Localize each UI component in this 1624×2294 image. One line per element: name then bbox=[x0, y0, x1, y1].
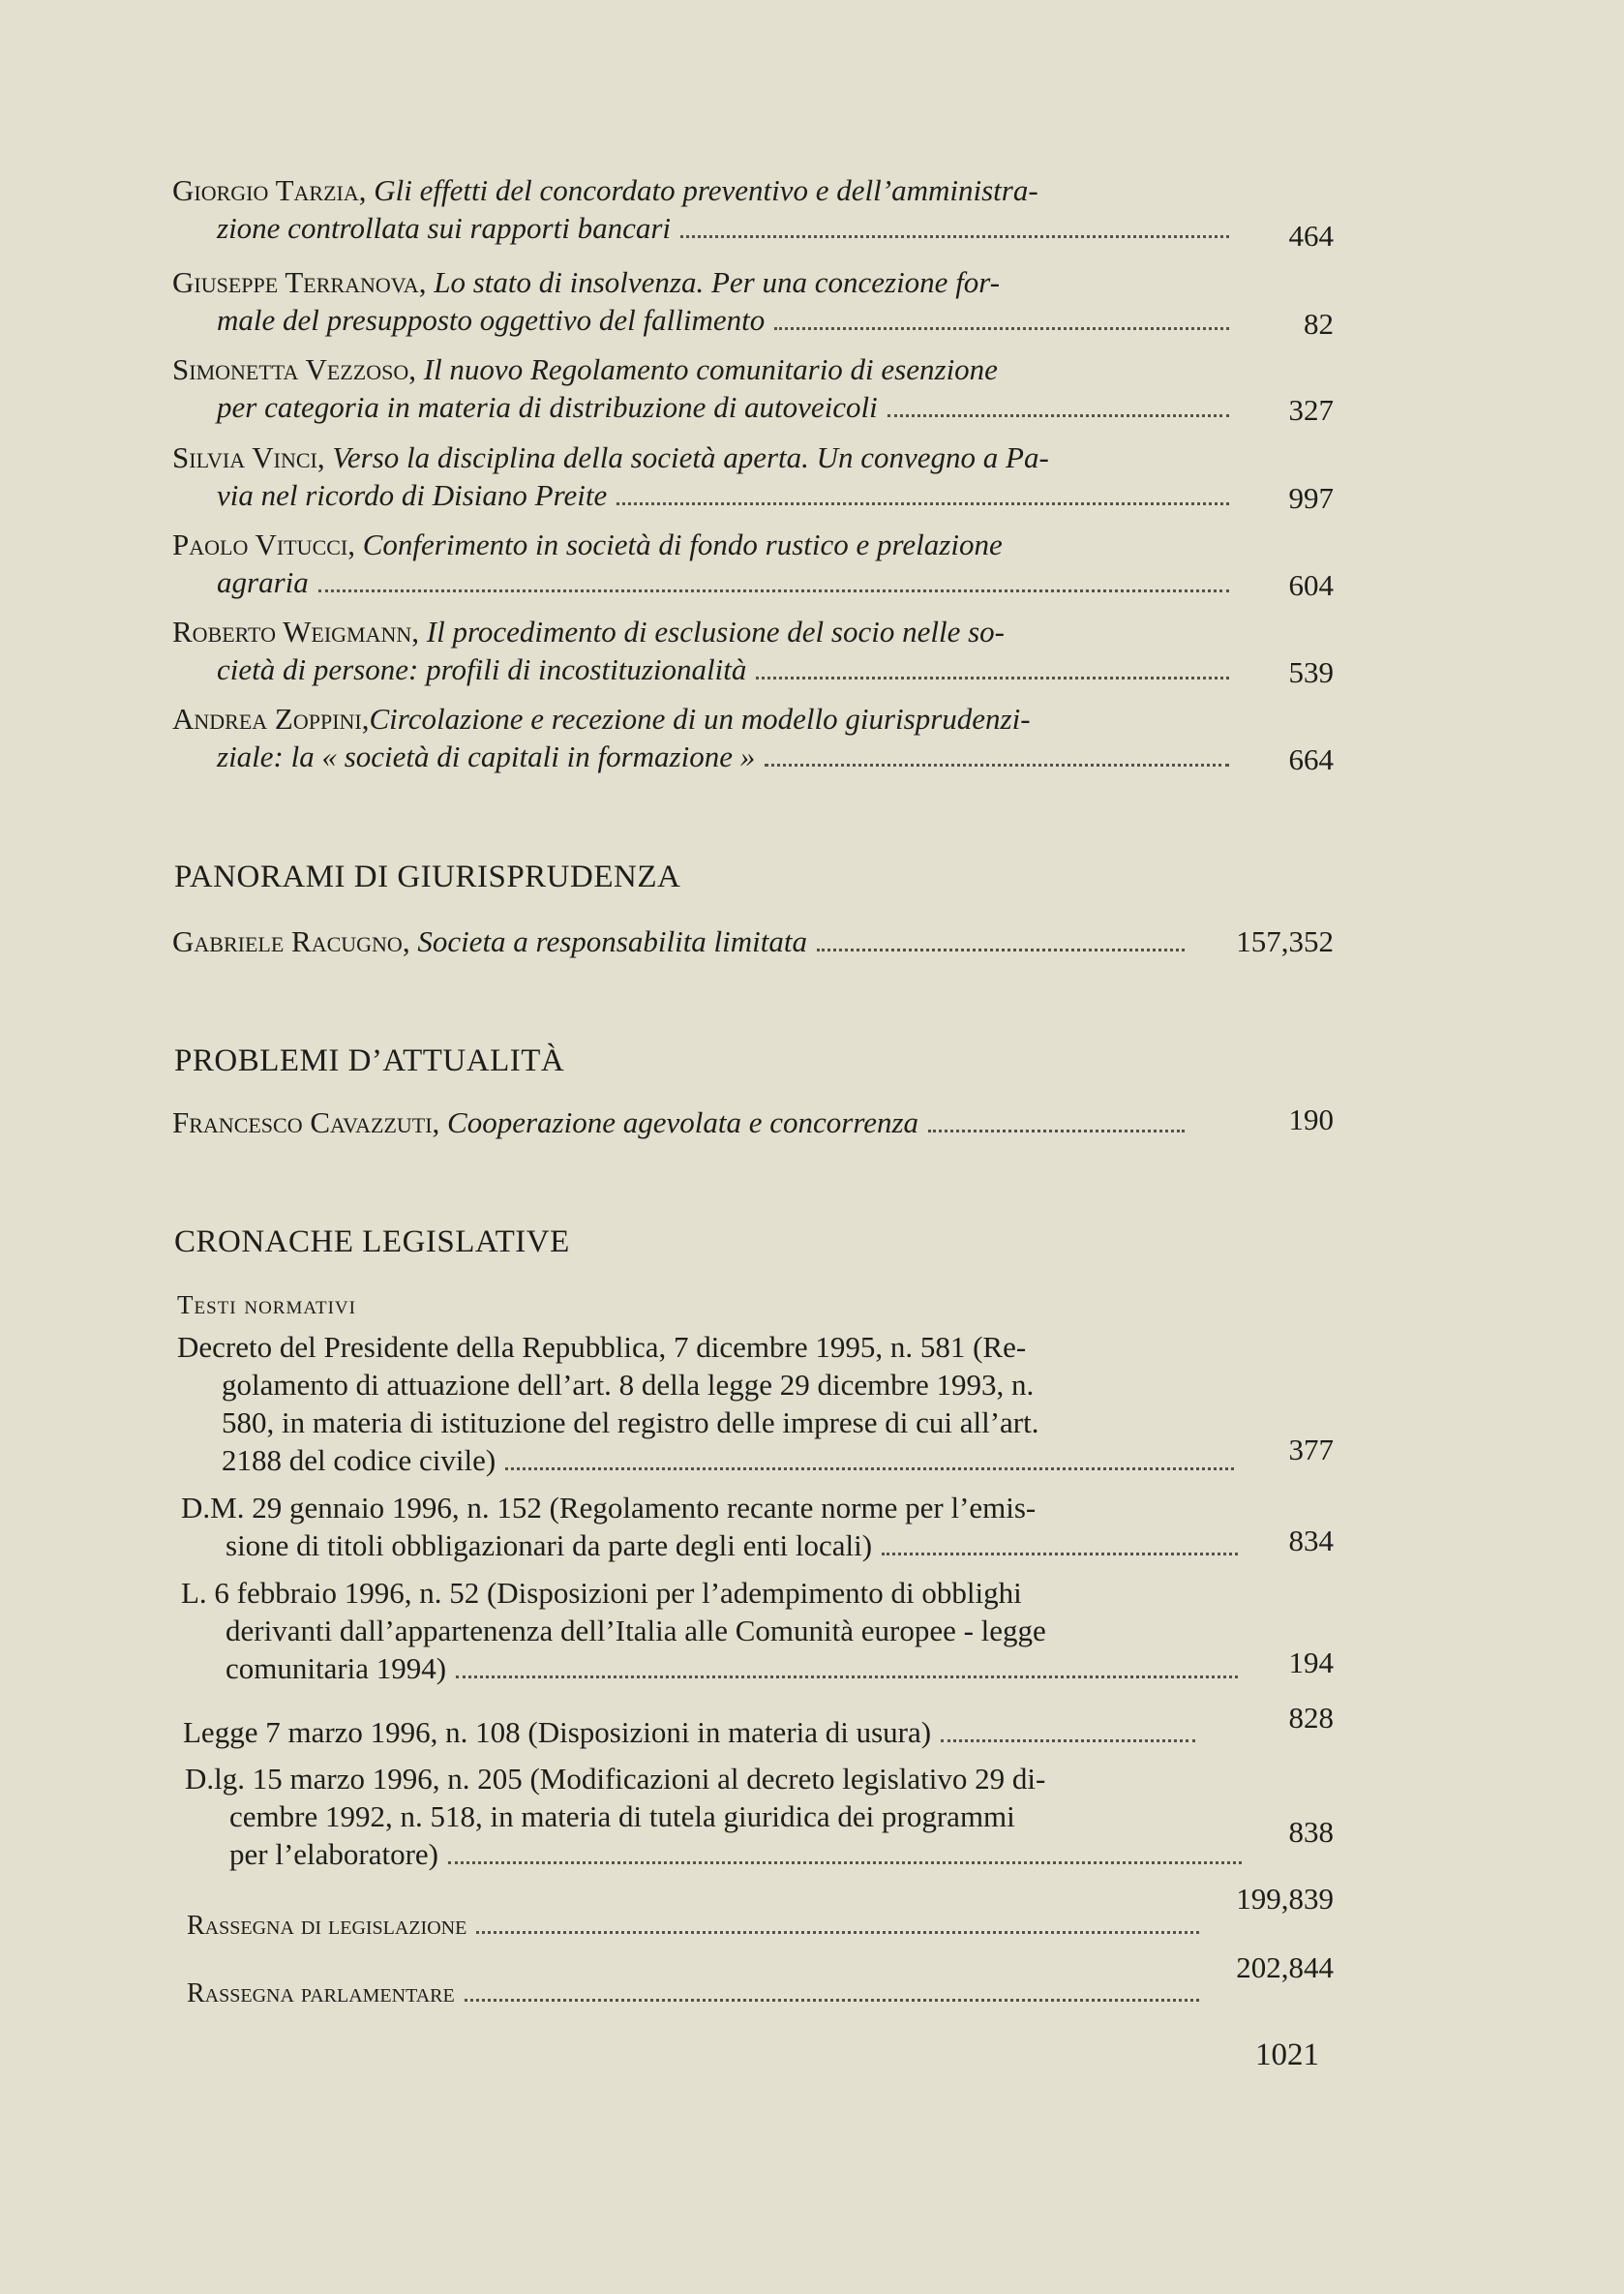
entry-page: 464 bbox=[1288, 219, 1334, 253]
entry-text: golamento di attuazione dell’art. 8 della legge 29 dicembre 1993, n. bbox=[222, 1368, 1035, 1402]
entry-page: 539 bbox=[1288, 655, 1334, 689]
index-entry: Paolo Vitucci , Conferimento in società di fondo rustico e prelazione agraria 604 bbox=[172, 528, 1334, 602]
entry-text: D.M. 29 gennaio 1996, n. 152 (Regolamento recante norme per l’emis- bbox=[181, 1491, 1037, 1524]
leader-dots bbox=[882, 1553, 1238, 1555]
entry-title-cont: ziale: la « società di capitali in formazione » bbox=[217, 740, 756, 773]
sub-heading: Testi normativi bbox=[177, 1290, 356, 1319]
entry-text: sione di titoli obbligazionari da parte degli enti locali) bbox=[226, 1528, 873, 1562]
entry-title: Conferimento in società di fondo rustico e prelazione bbox=[362, 528, 1003, 561]
entry-page: 157,352 bbox=[1236, 924, 1334, 958]
leader-dots bbox=[456, 1675, 1238, 1678]
section-heading: PANORAMI DI GIURISPRUDENZA bbox=[174, 860, 681, 894]
entry-text: cembre 1992, n. 518, in materia di tutela giuridica dei programmi bbox=[229, 1799, 1015, 1833]
entry-page: 828 bbox=[1288, 1701, 1334, 1735]
leader-dots bbox=[941, 1739, 1195, 1742]
entry-page: 194 bbox=[1288, 1645, 1334, 1679]
entry-title: Lo stato di insolvenza. Per una concezione for- bbox=[434, 265, 1001, 299]
entry-text: per l’elaboratore) bbox=[229, 1837, 439, 1871]
leader-dots bbox=[756, 677, 1229, 679]
entry-page: 604 bbox=[1288, 568, 1334, 602]
index-entry: Giorgio Tarzia , Gli effetti del concordato preventivo e dell’amministra- zione controllata sui rapporti bancari 464 bbox=[172, 173, 1334, 253]
leader-dots bbox=[617, 502, 1229, 505]
entry-author: Giuseppe Terranova bbox=[172, 265, 419, 299]
entry-title-cont: zione controllata sui rapporti bancari bbox=[217, 211, 672, 245]
leader-dots bbox=[928, 1130, 1185, 1132]
leader-dots bbox=[817, 949, 1185, 951]
entry-title: Verso la disciplina della società aperta. Un convegno a Pa- bbox=[332, 440, 1049, 474]
leader-dots bbox=[465, 1999, 1199, 2002]
leader-dots bbox=[680, 235, 1229, 238]
entry-page: 190 bbox=[1288, 1102, 1334, 1136]
entry-author: Silvia Vinci bbox=[172, 440, 317, 474]
legislation-entry bbox=[183, 1701, 1344, 1751]
section-heading: PROBLEMI D’ATTUALITÀ bbox=[174, 1043, 565, 1078]
entry-title: Gli effetti del concordato preventivo e dell’amministra- bbox=[374, 173, 1038, 207]
leader-dots bbox=[505, 1467, 1234, 1470]
entry-author: Gabriele Racugno bbox=[172, 924, 403, 958]
entry-text: 2188 del codice civile) bbox=[222, 1443, 496, 1477]
entry-page: 327 bbox=[1288, 393, 1334, 427]
entry-author: Roberto Weigmann bbox=[172, 615, 412, 649]
leader-dots bbox=[476, 1931, 1199, 1934]
index-entry: Silvia Vinci , Verso la disciplina della società aperta. Un convegno a Pa- via nel ricordo di Disiano Preite 997 bbox=[172, 440, 1334, 515]
entry-author: Andrea Zoppini bbox=[172, 702, 362, 736]
entry-page: 838 bbox=[1288, 1815, 1334, 1849]
index-entry: Giuseppe Terranova , Lo stato di insolvenza. Per una concezione for- male del presupposto oggettivo del fallimento 82 bbox=[172, 265, 1334, 341]
index-entry: Simonetta Vezzoso , Il nuovo Regolamento comunitario di esenzione per categoria in materia di distribuzione di autoveicoli 327 bbox=[172, 352, 1334, 427]
section-heading: CRONACHE LEGISLATIVE bbox=[174, 1224, 570, 1259]
entry-text: 580, in materia di istituzione del registro delle imprese di cui all’art. bbox=[222, 1405, 1039, 1439]
index-entry: Roberto Weigmann , Il procedimento di esclusione del socio nelle so- cietà di persone: profili di incostituzionalità 539 bbox=[172, 615, 1334, 689]
legislation-entry bbox=[177, 1328, 1338, 1479]
rassegna-entry bbox=[187, 1950, 1348, 2012]
entry-author: Francesco Cavazzuti bbox=[172, 1105, 433, 1139]
legislation-entry bbox=[185, 1760, 1346, 1873]
entry-title: Il nuovo Regolamento comunitario di esenzione bbox=[423, 352, 998, 386]
leader-dots bbox=[765, 764, 1229, 767]
entry-text: comunitaria 1994) bbox=[226, 1651, 447, 1685]
entry-page: 997 bbox=[1288, 481, 1334, 515]
entry-title-cont: per categoria in materia di distribuzione di autoveicoli bbox=[217, 390, 878, 424]
entry-page: 834 bbox=[1288, 1524, 1334, 1557]
leader-dots bbox=[448, 1861, 1242, 1864]
entry-title: Societa a responsabilita limitata bbox=[417, 924, 808, 958]
entry-title: Cooperazione agevolata e concorrenza bbox=[447, 1105, 919, 1139]
entry-title-cont: cietà di persone: profili di incostituzionalità bbox=[217, 652, 747, 686]
entry-title-cont: male del presupposto oggettivo del fallimento bbox=[217, 303, 766, 337]
page-number: 1021 bbox=[1255, 2037, 1319, 2072]
entry-page: 82 bbox=[1304, 307, 1334, 341]
leader-dots bbox=[318, 589, 1229, 592]
entry-title: Circolazione e recezione di un modello giurisprudenzi- bbox=[369, 702, 1031, 736]
entry-text: Decreto del Presidente della Repubblica, 7 dicembre 1995, n. 581 (Re- bbox=[177, 1330, 1027, 1364]
entry-title-cont: via nel ricordo di Disiano Preite bbox=[217, 478, 608, 512]
entry-page: 202,844 bbox=[1236, 1950, 1334, 1984]
entry-title: Il procedimento di esclusione del socio nelle so- bbox=[426, 615, 1005, 649]
entry-author: Simonetta Vezzoso bbox=[172, 352, 409, 386]
legislation-entry bbox=[181, 1574, 1342, 1687]
index-entry: Andrea Zoppini , Circolazione e recezione di un modello giurisprudenzi- ziale: la « società di capitali in formazione » 664 bbox=[172, 702, 1334, 776]
entry-text: D.lg. 15 marzo 1996, n. 205 (Modificazioni al decreto legislativo 29 di- bbox=[185, 1762, 1046, 1796]
legislation-entry bbox=[181, 1489, 1342, 1564]
entry-title-cont: agraria bbox=[217, 565, 309, 599]
leader-dots bbox=[774, 327, 1229, 330]
entry-text: Legge 7 marzo 1996, n. 108 (Disposizioni in materia di usura) bbox=[183, 1715, 932, 1749]
entry-text: derivanti dall’appartenenza dell’Italia alle Comunità europee - legge bbox=[226, 1614, 1046, 1647]
entry-page: 664 bbox=[1288, 742, 1334, 776]
index-entry: Francesco Cavazzuti , Cooperazione agevolata e concorrenza 190 bbox=[172, 1102, 1334, 1139]
rassegna-entry bbox=[187, 1882, 1348, 1945]
entry-page: 199,839 bbox=[1236, 1882, 1334, 1916]
index-entry: Gabriele Racugno , Societa a responsabilita limitata 157,352 bbox=[172, 924, 1334, 958]
rassegna-label: Rassegna di legislazione bbox=[187, 1911, 467, 1941]
entry-page: 377 bbox=[1288, 1433, 1334, 1466]
entry-text: L. 6 febbraio 1996, n. 52 (Disposizioni per l’adempimento di obblighi bbox=[181, 1576, 1022, 1610]
entry-author: Giorgio Tarzia bbox=[172, 173, 359, 207]
leader-dots bbox=[887, 414, 1229, 417]
entry-author: Paolo Vitucci bbox=[172, 528, 348, 561]
rassegna-label: Rassegna parlamentare bbox=[187, 1978, 455, 2008]
